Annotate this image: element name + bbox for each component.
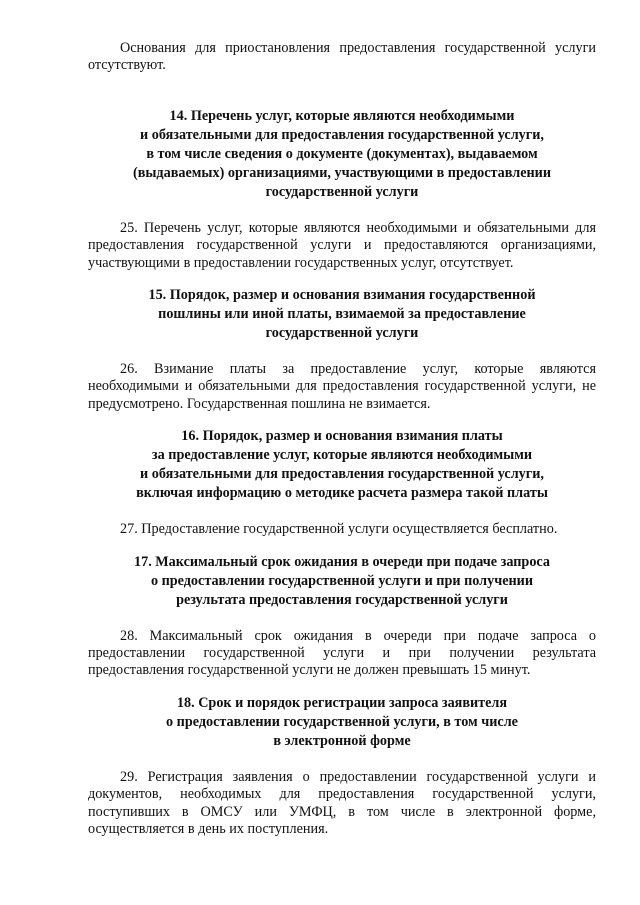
spacer bbox=[88, 680, 596, 694]
spacer bbox=[88, 751, 596, 769]
paragraph-suspension-grounds: Основания для приостановления предоставления государственной услуги отсутствуют. bbox=[88, 40, 596, 74]
section-heading-18 bbox=[88, 694, 596, 751]
paragraph-26: 26. Взимание платы за предоставление услуг, которые являются необходимыми и обязательными для предоставления государственной услуги, не предусмотрено. Государственная пошлина не взимается. bbox=[88, 361, 596, 412]
heading-line: 16. Порядок, размер и основания взимания платы bbox=[181, 428, 503, 445]
heading-line: результата предоставления государственной услуги bbox=[176, 591, 508, 608]
paragraph-25: 25. Перечень услуг, которые являются необходимыми и обязательными для предоставления государственной услуги и предоставляются организациями, участвующими в предоставлении государственных услуг, отсутствует. bbox=[88, 219, 596, 271]
spacer bbox=[88, 610, 596, 628]
heading-line: в электронной форме bbox=[273, 732, 411, 749]
paragraph-27: 27. Предоставление государственной услуги осуществляется бесплатно. bbox=[120, 521, 558, 538]
heading-line: о предоставлении государственной услуги, в том числе bbox=[166, 713, 518, 730]
spacer bbox=[88, 413, 596, 427]
section-heading-17 bbox=[88, 553, 596, 610]
document-page bbox=[88, 40, 596, 839]
heading-line: государственной услуги bbox=[265, 325, 419, 342]
spacer bbox=[88, 343, 596, 361]
heading-line: 15. Порядок, размер и основания взимания государственной bbox=[148, 287, 536, 304]
heading-line: 14. Перечень услуг, которые являются необходимыми bbox=[169, 107, 515, 124]
heading-line: (выдаваемых) организациями, участвующими в предоставлении bbox=[132, 164, 552, 181]
heading-line: включая информацию о методике расчета размера такой платы bbox=[136, 485, 548, 502]
spacer bbox=[88, 539, 596, 553]
section-heading-15 bbox=[88, 286, 596, 343]
heading-line: 18. Срок и порядок регистрации запроса заявителя bbox=[176, 694, 508, 711]
spacer bbox=[88, 503, 596, 521]
spacer bbox=[88, 202, 596, 220]
spacer bbox=[88, 75, 596, 107]
paragraph-28: 28. Максимальный срок ожидания в очереди при подаче запроса о предоставлении государственной услуги и при получении результата предоставления государственной услуги не должен превышать 15 минут. bbox=[88, 627, 596, 679]
heading-line: и обязательными для предоставления государственной услуги, bbox=[140, 126, 544, 143]
heading-line: и обязательными для предоставления государственной услуги, bbox=[140, 466, 544, 483]
heading-line: 17. Максимальный срок ожидания в очереди при подаче запроса bbox=[134, 553, 550, 570]
heading-line: о предоставлении государственной услуги и при получении bbox=[150, 572, 534, 589]
heading-line: в том числе сведения о документе (документах), выдаваемом bbox=[146, 145, 538, 162]
paragraph-29: 29. Регистрация заявления о предоставлении государственной услуги и документов, необходимых для предоставления государственной услуги, поступивших в ОМСУ или УМФЦ, в том числе в электронной форме, осуществляется в день их поступления. bbox=[88, 768, 596, 838]
section-heading-16 bbox=[88, 427, 596, 503]
heading-line: пошлины или иной платы, взимаемой за предоставление bbox=[158, 306, 526, 323]
section-heading-14 bbox=[88, 107, 596, 202]
heading-line: государственной услуги bbox=[265, 183, 419, 200]
spacer bbox=[88, 272, 596, 286]
heading-line: за предоставление услуг, которые являются необходимыми bbox=[151, 447, 533, 464]
